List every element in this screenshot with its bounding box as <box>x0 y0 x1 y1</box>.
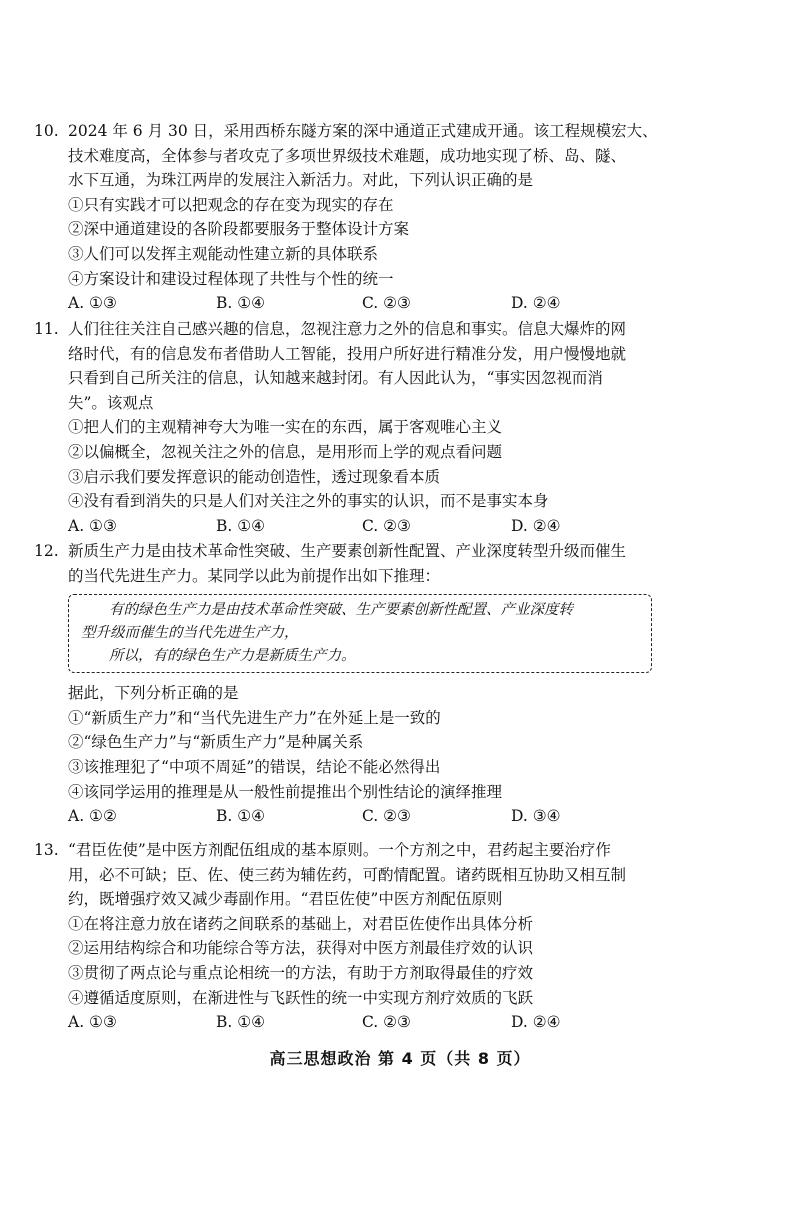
statement-option: ④方案设计和建设过程体现了共性与个性的统一 <box>68 269 394 288</box>
question-12 <box>34 539 708 829</box>
statement-option: ①在将注意力放在诸药之间联系的基础上，对君臣佐使作出具体分析 <box>68 914 534 933</box>
question-number: 10. <box>34 122 59 140</box>
statement-option: ②深中通道建设的各阶段都要服务于整体设计方案 <box>68 220 410 239</box>
statement-option: ③人们可以发挥主观能动性建立新的具体联系 <box>68 244 379 263</box>
statement-option: ③贯彻了两点论与重点论相统一的方法，有助于方剂取得最佳的疗效 <box>68 963 534 982</box>
question-10 <box>34 119 708 316</box>
choice-d: D. ②④ <box>511 516 561 535</box>
question-stem-line: 约，既增强疗效又减少毒副作用。“君臣佐使”中医方剂配伍原则 <box>68 890 503 909</box>
question-stem-line: 新质生产力是由技术革命性突破、生产要素创新性配置、产业深度转型升级而催生 <box>68 542 627 560</box>
choice-a: A. ①② <box>68 807 117 826</box>
question-number: 13. <box>34 841 59 859</box>
choice-b: B. ①④ <box>216 294 266 313</box>
answer-choices <box>68 514 708 539</box>
choice-d: D. ③④ <box>511 807 561 826</box>
question-stem-line: 2024 年 6 月 30 日，采用西桥东隧方案的深中通道正式建成开通。该工程规模宏大、 <box>68 122 658 140</box>
question-stem-line: 络时代，有的信息发布者借助人工智能，投用户所好进行精准分发，用户慢慢地就 <box>68 344 627 363</box>
choice-b: B. ①④ <box>216 807 266 826</box>
statement-option: ②“绿色生产力”与“新质生产力”是种属关系 <box>68 733 364 752</box>
answer-choices <box>68 291 708 316</box>
answer-choices <box>68 804 708 829</box>
question-11 <box>34 317 708 538</box>
reasoning-box <box>68 594 652 673</box>
question-stem-line: 技术难度高，全体参与者攻克了多项世界级技术难题，成功地实现了桥、岛、隧、 <box>68 146 627 165</box>
question-stem-line: 人们往往关注自己感兴趣的信息，忽视注意力之外的信息和事实。信息大爆炸的网 <box>68 320 627 338</box>
statement-option: ④没有看到消失的只是人们对关注之外的事实的认识，而不是事实本身 <box>68 492 549 511</box>
choice-d: D. ②④ <box>511 294 561 313</box>
reasoning-line: 型升级而催生的当代先进生产力， <box>81 625 299 642</box>
question-number: 12. <box>34 542 59 560</box>
statement-option: ①只有实践才可以把观念的存在变为现实的存在 <box>68 195 394 214</box>
statement-option: ④遵循适度原则，在渐进性与飞跃性的统一中实现方剂疗效质的飞跃 <box>68 988 534 1007</box>
question-stem-line: 用，必不可缺；臣、佐、使三药为辅佐药，可酌情配置。诸药既相互协助又相互制 <box>68 865 627 884</box>
statement-option: ③启示我们要发挥意识的能动创造性，透过现象看本质 <box>68 467 441 486</box>
choice-c: C. ②③ <box>362 1013 411 1032</box>
choice-b: B. ①④ <box>216 516 266 535</box>
question-stem-line: 失”。该观点 <box>68 393 154 412</box>
reasoning-line: 有的绿色生产力是由技术革命性突破、生产要素创新性配置、产业深度转 <box>109 602 573 619</box>
choice-d: D. ②④ <box>511 1013 561 1032</box>
statement-option: ①把人们的主观精神夸大为唯一实在的东西，属于客观唯心主义 <box>68 418 503 437</box>
statement-option: ①“新质生产力”和“当代先进生产力”在外延上是一致的 <box>68 708 441 727</box>
statement-option: ④该同学运用的推理是从一般性前提推出个别性结论的演绎推理 <box>68 782 503 801</box>
choice-c: C. ②③ <box>362 294 411 313</box>
page-footer: 高三思想政治 第 4 页（共 8 页） <box>269 1049 531 1068</box>
question-lead: 据此，下列分析正确的是 <box>68 684 239 703</box>
question-stem-line: 只看到自己所关注的信息，认知越来越封闭。有人因此认为，“事实因忽视而消 <box>68 369 603 388</box>
choice-a: A. ①③ <box>68 294 117 313</box>
choice-c: C. ②③ <box>362 516 411 535</box>
statement-option: ③该推理犯了“中项不周延”的错误，结论不能必然得出 <box>68 757 441 776</box>
statement-option: ②以偏概全，忽视关注之外的信息，是用形而上学的观点看问题 <box>68 442 503 461</box>
choice-c: C. ②③ <box>362 807 411 826</box>
choice-b: B. ①④ <box>216 1013 266 1032</box>
question-stem-line: “君臣佐使”是中医方剂配伍组成的基本原则。一个方剂之中，君药起主要治疗作 <box>68 841 611 859</box>
choice-a: A. ①③ <box>68 516 117 535</box>
question-stem-line: 的当代先进生产力。某同学以此为前提作出如下推理： <box>68 566 441 585</box>
question-number: 11. <box>34 320 59 338</box>
question-stem-line: 水下互通，为珠江两岸的发展注入新活力。对此，下列认识正确的是 <box>68 171 534 190</box>
statement-option: ②运用结构综合和功能综合等方法，获得对中医方剂最佳疗效的认识 <box>68 939 534 958</box>
reasoning-line: 所以，有的绿色生产力是新质生产力。 <box>109 648 356 665</box>
question-13 <box>34 838 708 1035</box>
choice-a: A. ①③ <box>68 1013 117 1032</box>
answer-choices <box>68 1010 708 1035</box>
